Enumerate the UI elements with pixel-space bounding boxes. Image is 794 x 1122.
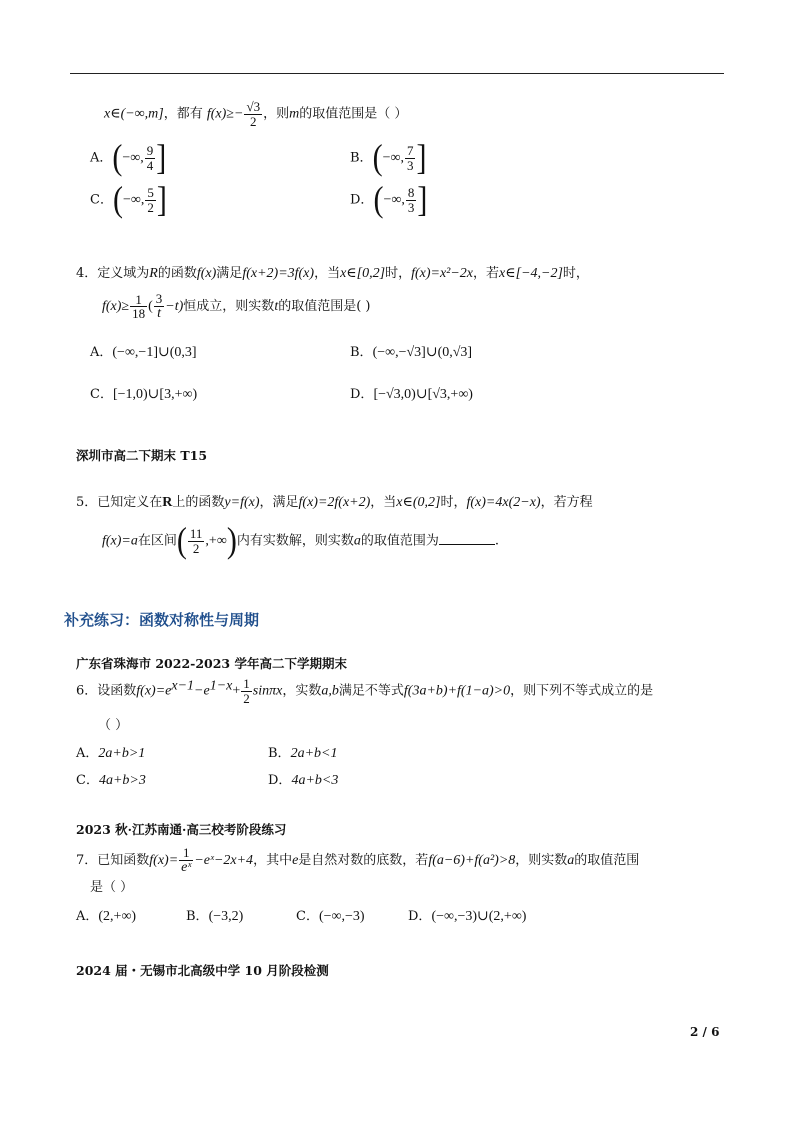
- q7-stem-line1: 7．已知函数f(x)= $\frac{1}{\text{eˣ}}$ −eˣ−2x+4，其中e是自然对数的底数，若f(a−6)+f(a²)>8，则实数a的取值范围: [76, 845, 640, 875]
- q7-option-a[interactable]: A．(2,+∞): [76, 909, 137, 924]
- q6-option-b[interactable]: B．2a+b<1: [268, 746, 338, 761]
- source-heading-2: 广东省珠海市 2022-2023 学年高二下学期期末: [76, 656, 347, 671]
- q4-option-a[interactable]: A．(−∞,−1]∪(0,3]: [90, 345, 197, 360]
- section-heading: 补充练习：函数对称性与周期: [64, 611, 260, 629]
- q4-option-d[interactable]: D．[−√3,0)∪[√3,+∞): [350, 387, 473, 402]
- q5-answer-blank[interactable]: [439, 532, 495, 545]
- q6-stem-line1: 6．设函数$f(x)=e^{x-1}-e^{1-x}+$ $\frac{1}{2}$ sinπx，实数a,b满足不等式f(3a+b)+f(1−a)>0，则下列不等式成立的是: [76, 676, 654, 706]
- q3-option-b[interactable]: B．(−∞, $\frac{7}{3}$ ]: [350, 137, 427, 178]
- q6-option-d[interactable]: D．4a+b<3: [268, 773, 339, 788]
- q7-option-d[interactable]: D．(−∞,−3)∪(2,+∞): [408, 909, 527, 924]
- q4-stem-line2: f(x)≥ $\frac{1}{18}$ ( $\frac{3}{t}$ −t)恒成立，则实数t的取值范围是( ): [102, 291, 371, 322]
- q5-stem-line2: f(x)=a在区间( $\frac{11}{2}$ ,+∞)内有实数解，则实数a的取值范围为 .: [102, 520, 499, 561]
- q6-stem-line2: （ ）: [98, 718, 129, 733]
- source-heading-4: 2024 届・无锡市北高级中学 10 月阶段检测: [76, 963, 329, 978]
- q3-option-d[interactable]: D．(−∞, $\frac{8}{3}$ ]: [350, 179, 428, 220]
- q4-stem-line1: 4．定义域为R的函数f(x)满足f(x+2)=3f(x)，当x∈[0,2]时，f(x)=x²−2x，若x∈[−4,−2]时，: [76, 266, 589, 281]
- q6-option-c[interactable]: C．4a+b>3: [76, 773, 146, 788]
- q3-option-c[interactable]: C．(−∞, $\frac{5}{2}$ ]: [90, 179, 167, 220]
- source-heading-1: 深圳市高二下期末 T15: [76, 448, 208, 463]
- q5-stem-line1: 5．已知定义在R上的函数y=f(x)，满足f(x)=2f(x+2)，当x∈(0,2]时，f(x)=4x(2−x)，若方程: [76, 495, 593, 510]
- source-heading-3: 2023 秋·江苏南通·高三校考阶段练习: [76, 822, 287, 837]
- q4-option-b[interactable]: B．(−∞,−√3]∪(0,√3]: [350, 345, 473, 360]
- page-number: 2 / 6: [690, 1025, 720, 1039]
- q4-option-c[interactable]: C．[−1,0)∪[3,+∞): [90, 387, 198, 402]
- q6-option-a[interactable]: A．2a+b>1: [76, 746, 146, 761]
- q7-option-b[interactable]: B．(−3,2): [186, 909, 244, 924]
- header-rule: [70, 73, 724, 74]
- q3-option-a[interactable]: A．(−∞, $\frac{9}{4}$ ]: [90, 137, 167, 178]
- q7-option-c[interactable]: C．(−∞,−3): [296, 909, 365, 924]
- q3-stem-continuation: x∈(−∞,m]，都有 f(x)≥− $\frac{√3}{2}$ ，则m的取值范围是（ ）: [104, 99, 408, 129]
- q7-stem-line2: 是（ ）: [90, 880, 134, 895]
